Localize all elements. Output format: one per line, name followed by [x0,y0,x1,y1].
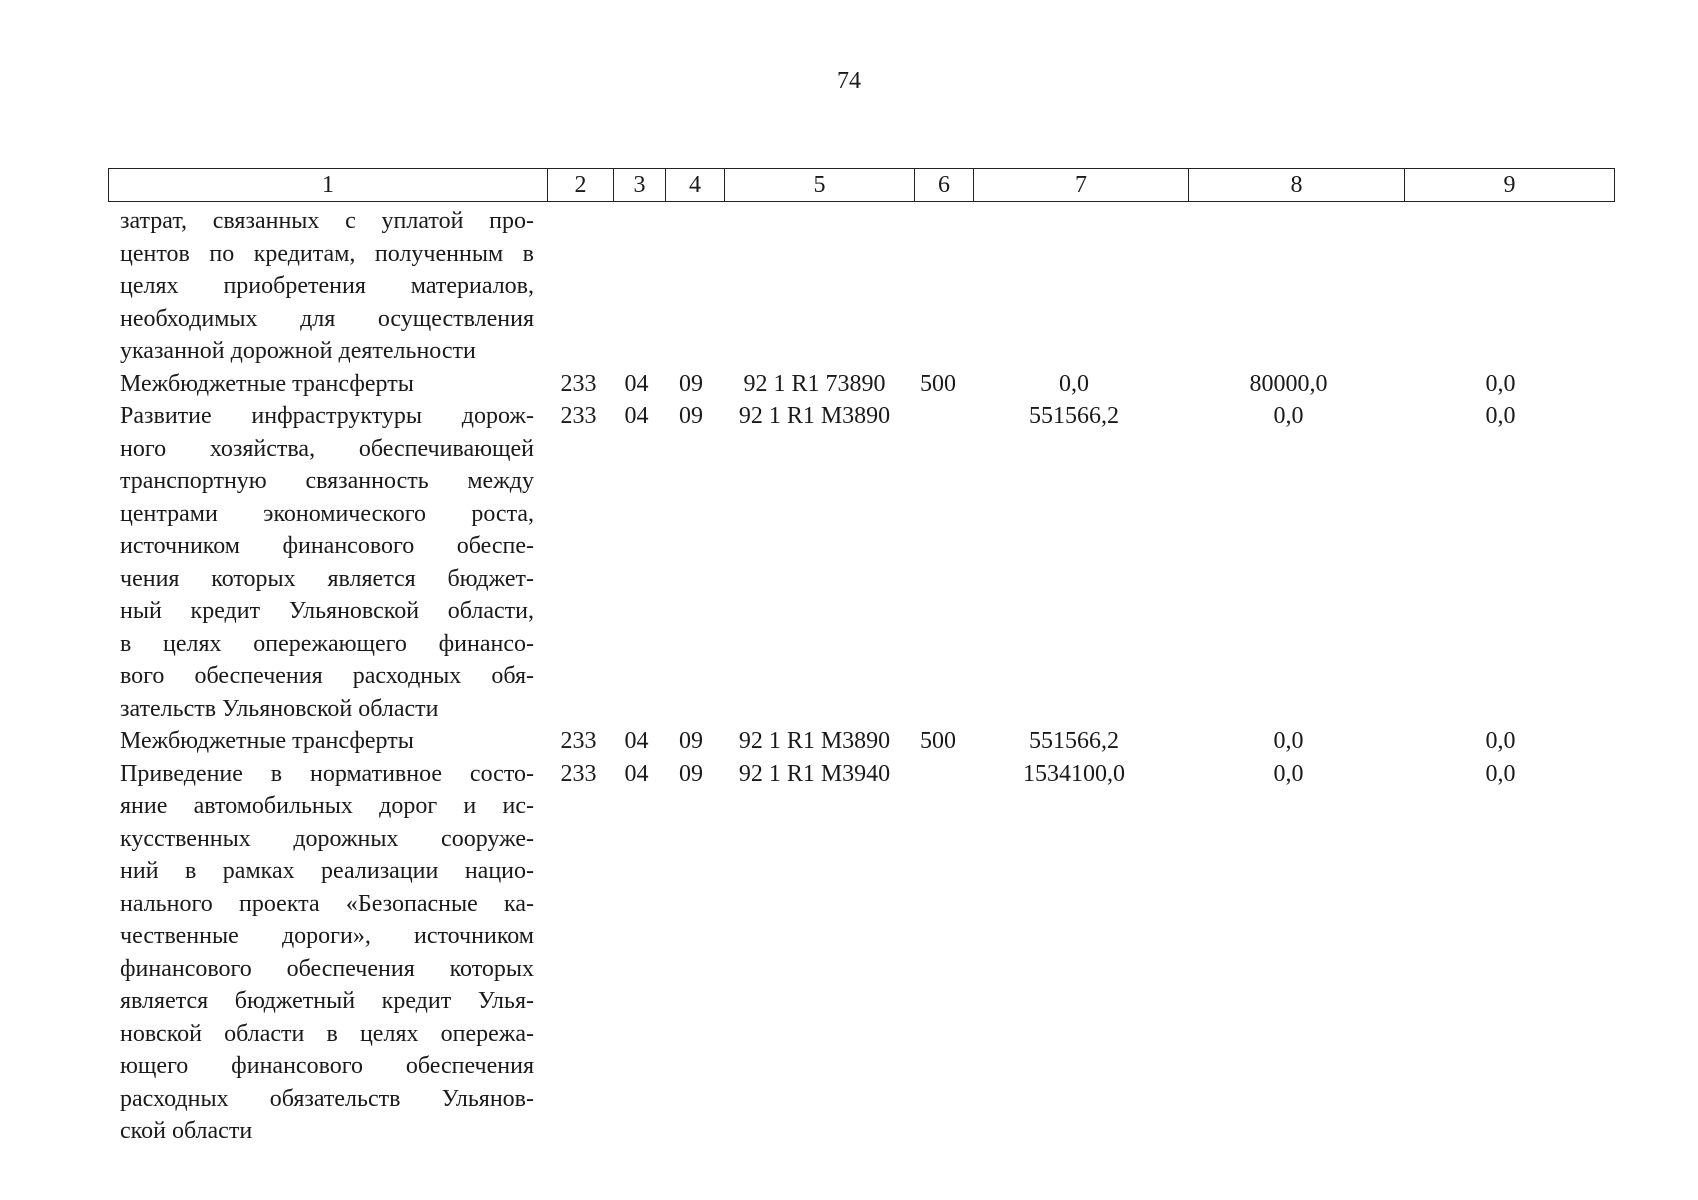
row-col-4: 09 [679,370,703,397]
row-description [108,758,546,1148]
table-row [108,368,1605,401]
row-col-4 [662,205,720,368]
row-col-6: 500 [920,370,956,397]
row-col-5-code: 92 1 R1 M3890 [738,728,891,754]
header-row [109,169,1615,202]
header-col-3: 3 [614,169,666,202]
header-col-1: 1 [109,169,548,202]
row-col-5-code: 92 1 R1 M3890 [738,403,891,429]
row-col-3: 04 [624,403,649,429]
description-line: яние автомобильных дорог и ис- [120,793,534,819]
description-line: затрат, связанных с уплатой про- [120,208,534,234]
row-description [108,205,546,368]
header-col-5: 5 [725,169,915,202]
row-col-6: 500 [920,728,956,754]
row-col-7-amount: 0,0 [1059,370,1089,397]
description-line: Межбюджетные трансферты [120,370,414,397]
description-line: является бюджетный кредит Улья- [120,988,534,1014]
row-col-2: 233 [560,370,597,397]
row-col-8-amount: 0,0 [1273,728,1304,754]
description-line: транспортную связанность между [120,468,534,494]
row-col-2: 233 [560,728,597,754]
description-line: чественные дороги», источником [120,923,534,949]
row-col-4: 09 [679,403,703,429]
description-line: Межбюджетные трансферты [120,728,414,754]
table-body [108,205,1605,1148]
row-col-3: 04 [624,728,649,754]
row-description [108,725,546,758]
header-col-9: 9 [1405,169,1615,202]
description-line: чения которых является бюджет- [120,565,534,592]
table-header [108,168,1615,202]
description-line: ющего финансового обеспечения [120,1053,534,1079]
row-col-2: 233 [560,403,597,429]
row-col-7-amount: 1534100,0 [1023,760,1125,787]
page-number: 74 [837,68,861,94]
row-col-8-amount: 0,0 [1273,403,1304,429]
row-col-5-code: 92 1 R1 M3940 [738,760,891,787]
row-col-5-code [720,205,909,368]
description-line: кусственных дорожных сооруже- [120,825,534,852]
table-row [108,758,1605,1148]
description-line: новской области в целях опережа- [120,1020,534,1047]
header-col-2: 2 [548,169,614,202]
description-line: Приведение в нормативное состо- [120,760,534,787]
row-col-9-amount: 0,0 [1485,403,1516,429]
description-line: центрами экономического роста, [120,500,534,527]
description-line: финансового обеспечения которых [120,955,534,982]
row-col-4: 09 [679,760,703,787]
description-line: указанной дорожной деятельности [120,338,476,364]
description-line: ний в рамках реализации нацио- [120,858,534,884]
row-col-6 [909,400,967,725]
description-line: ный кредит Ульяновской области, [120,598,534,624]
row-col-8-amount: 80000,0 [1249,370,1328,397]
row-col-4: 09 [679,728,703,754]
description-line: расходных обязательств Ульянов- [120,1085,534,1112]
header-col-6: 6 [915,169,974,202]
row-col-9-amount: 0,0 [1485,728,1516,754]
description-line: источником финансового обеспе- [120,533,534,559]
row-col-8-amount [1181,205,1396,368]
description-line: ской области [120,1118,253,1144]
row-col-2 [546,205,611,368]
row-col-3: 04 [624,760,649,787]
description-line: центов по кредитам, полученным в [120,240,534,267]
table-row [108,725,1605,758]
description-line: Развитие инфраструктуры дорож- [120,403,534,429]
header-col-4: 4 [666,169,725,202]
row-col-2: 233 [560,760,597,787]
row-col-9-amount: 0,0 [1485,370,1516,397]
row-col-6 [909,758,967,1148]
table-row [108,400,1605,725]
description-line: вого обеспечения расходных обя- [120,663,534,689]
row-col-8-amount: 0,0 [1273,760,1304,787]
description-line: целях приобретения материалов, [120,273,534,299]
row-col-6 [909,205,967,368]
row-col-5-code: 92 1 R1 73890 [743,370,886,397]
description-line: нального проекта «Безопасные ка- [120,890,534,917]
row-description [108,368,546,401]
row-description [108,400,546,725]
row-col-7-amount: 551566,2 [1029,728,1119,754]
row-col-3: 04 [624,370,649,397]
header-col-8: 8 [1189,169,1405,202]
header-col-7: 7 [974,169,1189,202]
table-row [108,205,1605,368]
description-line: в целях опережающего финансо- [120,630,534,657]
description-line: ного хозяйства, обеспечивающей [120,435,534,462]
row-col-9-amount: 0,0 [1485,760,1516,787]
row-col-9-amount [1396,205,1605,368]
description-line: необходимых для осуществления [120,305,534,332]
row-col-7-amount: 551566,2 [1029,403,1119,429]
row-col-3 [611,205,662,368]
row-col-7-amount [967,205,1181,368]
description-line: зательств Ульяновской области [120,695,439,722]
